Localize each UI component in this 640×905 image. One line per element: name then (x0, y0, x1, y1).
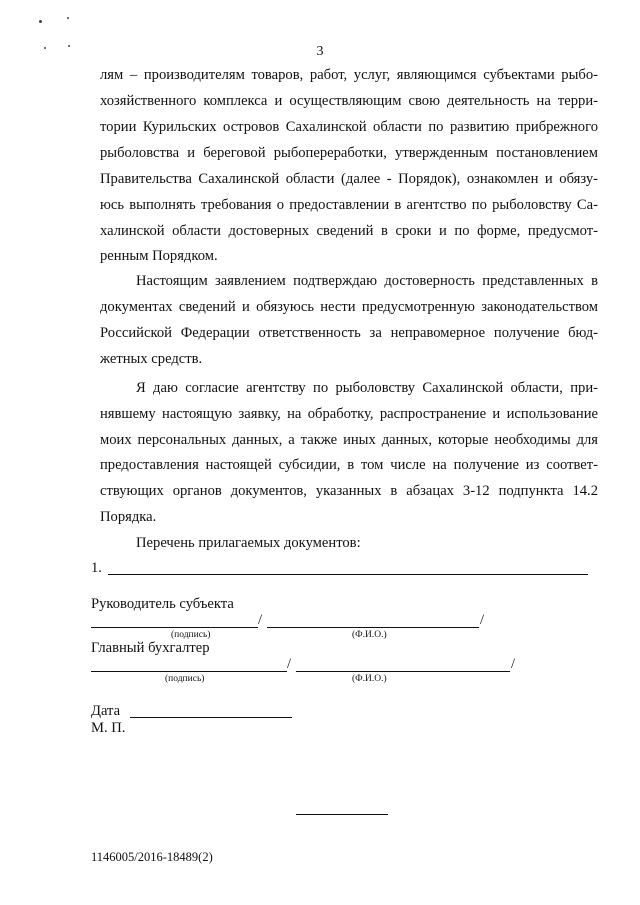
accountant-separator: / (287, 656, 292, 672)
text-line: Настоящим заявлением подтверждаю достоверность представленных в (136, 273, 598, 289)
text-line: жетных средств. (100, 351, 203, 367)
scan-speck (67, 17, 69, 19)
text-line: халинской области достоверных сведений в сроки и по форме, предусмот- (100, 223, 598, 239)
head-separator-end: / (480, 612, 485, 628)
head-of-entity-label: Руководитель субъекта (91, 596, 234, 612)
closing-divider (296, 814, 388, 815)
text-line: нявшему настоящую заявку, на обработку, распространение и использование (100, 406, 598, 422)
chief-accountant-label: Главный бухгалтер (91, 640, 210, 656)
head-name-line (267, 627, 479, 628)
scan-speck (39, 20, 42, 23)
text-line: тории Курильских островов Сахалинской области по развитию прибрежного (100, 119, 598, 135)
stamp-label: М. П. (91, 720, 126, 736)
text-line: предоставления настоящей субсидии, в том числе на получение из соответ- (100, 457, 598, 473)
text-line: документах сведений и обязуюсь нести предусмотренную законодательством (100, 299, 598, 315)
text-line: ренным Порядком. (100, 248, 218, 264)
accountant-separator-end: / (511, 656, 516, 672)
head-signature-caption: (подпись) (171, 630, 211, 640)
accountant-name-line (296, 671, 510, 672)
text-line: хозяйственного комплекса и осуществляющим свою деятельность на терри- (100, 93, 598, 109)
accountant-signature-caption: (подпись) (165, 674, 205, 684)
text-line: рыболовства и береговой рыбопереработки, утвержденным постановлением (100, 145, 598, 161)
head-separator: / (258, 612, 263, 628)
date-label: Дата (91, 703, 121, 719)
text-line: Российской Федерации ответственность за неправомерное получение бюд- (100, 325, 598, 341)
text-line: юсь выполнять требования о предоставлении в агентство по рыболовству Са- (100, 197, 598, 213)
text-line: ствующих органов документов, указанных в абзацах 3-12 подпункта 14.2 (100, 483, 598, 499)
attachment-item-number: 1. (91, 560, 102, 576)
text-line: лям – производителям товаров, работ, услуг, являющимся субъектами рыбо- (100, 67, 598, 83)
head-signature-line (91, 627, 258, 628)
date-line (130, 717, 292, 718)
accountant-name-caption: (Ф.И.О.) (352, 674, 387, 684)
head-name-caption: (Ф.И.О.) (352, 630, 387, 640)
attachment-item-line (108, 574, 588, 575)
text-line: Правительства Сахалинской области (далее - Порядок), ознакомлен и обязу- (100, 171, 598, 187)
text-line: моих персональных данных, а также иных данных, которые необходимы для (100, 432, 598, 448)
accountant-signature-line (91, 671, 287, 672)
text-line: Я даю согласие агентству по рыболовству Сахалинской области, при- (136, 380, 598, 396)
attachments-heading: Перечень прилагаемых документов: (136, 535, 361, 551)
document-id: 1146005/2016-18489(2) (91, 850, 213, 864)
page-number: 3 (316, 44, 324, 59)
text-line: Порядка. (100, 509, 157, 525)
